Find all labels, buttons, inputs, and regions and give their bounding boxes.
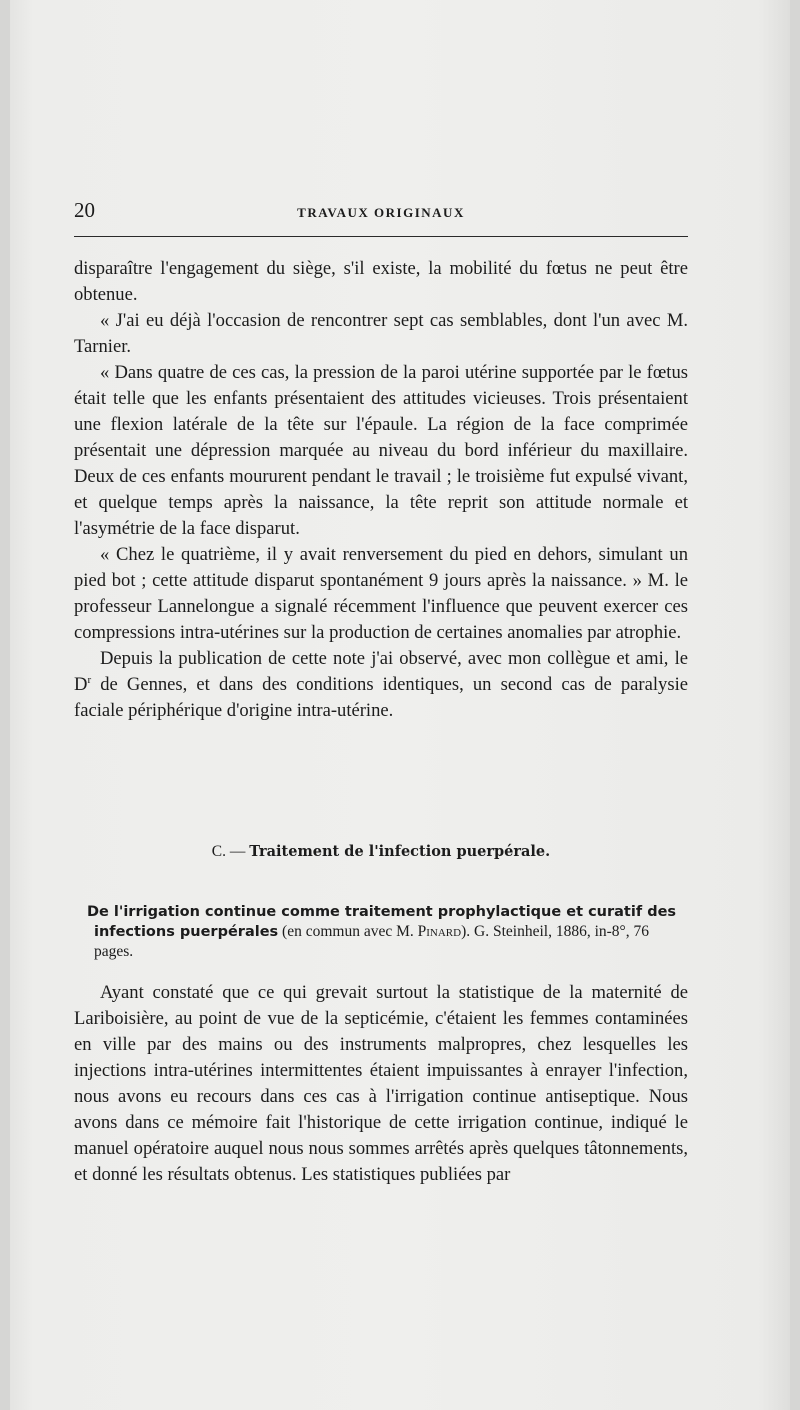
running-title: TRAVAUX ORIGINAUX [297,205,465,220]
body-text-top [74,256,688,724]
section-title: Traitement de l'infection puerpérale. [249,843,551,860]
entry-collab-name: Pinard [417,923,462,940]
entry-collab-suffix: ). [461,923,471,940]
paragraph-1: disparaître l'engagement du siège, s'il existe, la mobilité du fœtus ne peut être obtenue. [74,258,688,305]
page-header [74,196,688,226]
page-number: 20 [74,198,95,222]
entry-title: De l'irrigation continue comme traitement prophylactique et curatif des infections puerpérales [87,904,677,940]
book-page [10,0,790,1410]
paragraph-2: « J'ai eu déjà l'occasion de rencontrer sept cas semblables, dont l'un avec M. Tarnier. [74,310,688,357]
section-letter: C. — [211,843,246,860]
entry-collab-prefix: (en commun avec M. [278,923,418,940]
paragraph-4: « Chez le quatrième, il y avait renversement du pied en dehors, simulant un pied bot ; cette attitude disparut spontanément 9 jours après la naissance. » M. le professeur Lannelongue a signalé récemment l'influence que peuvent exercer ces compressions intra-utérines sur la production de certaines anomalies par atrophie. [74,544,688,643]
entry-publisher: G. Steinheil, 1886, in-8°, 76 pages. [94,923,649,960]
header-rule [74,236,688,237]
body-text-bottom [74,980,688,1188]
section-heading [74,843,688,861]
bibliography-entry [87,902,688,962]
paragraph-5-end: de Gennes, et dans des conditions identiques, un second cas de paralysie faciale périphérique d'origine intra-utérine. [74,674,688,721]
paragraph-5-start: Depuis la publication de cette note j'ai observé, avec mon collègue et ami, le D [74,648,688,695]
paragraph-3: « Dans quatre de ces cas, la pression de la paroi utérine supportée par le fœtus était telle que les enfants présentaient des attitudes vicieuses. Trois présentaient une flexion latérale de la tête sur l'épaule. La région de la face comprimée présentait une dépression marquée au niveau du bord inférieur du maxillaire. Deux de ces enfants moururent pendant le travail ; le troisième fut expulsé vivant, et quelque temps après la naissance, la tête reprit son attitude normale et l'asymétrie de la face disparut. [74,362,688,539]
doctor-superscript: r [87,673,92,686]
paragraph-6: Ayant constaté que ce qui grevait surtout la statistique de la maternité de Lariboisière, au point de vue de la septicémie, c'étaient les femmes contaminées en ville par des mains ou des instruments malpropres, chez lesquelles les injections intra-utérines intermittentes étaient impuissantes à enrayer l'infection, nous avons eu recours dans ces cas à l'irrigation continue antiseptique. Nous avons dans ce mémoire fait l'historique de cette irrigation continue, indiqué le manuel opératoire auquel nous nous sommes arrêtés après quelques tâtonnements, et donné les résultats obtenus. Les statistiques publiées par [74,982,688,1185]
paragraph-5 [74,646,688,724]
